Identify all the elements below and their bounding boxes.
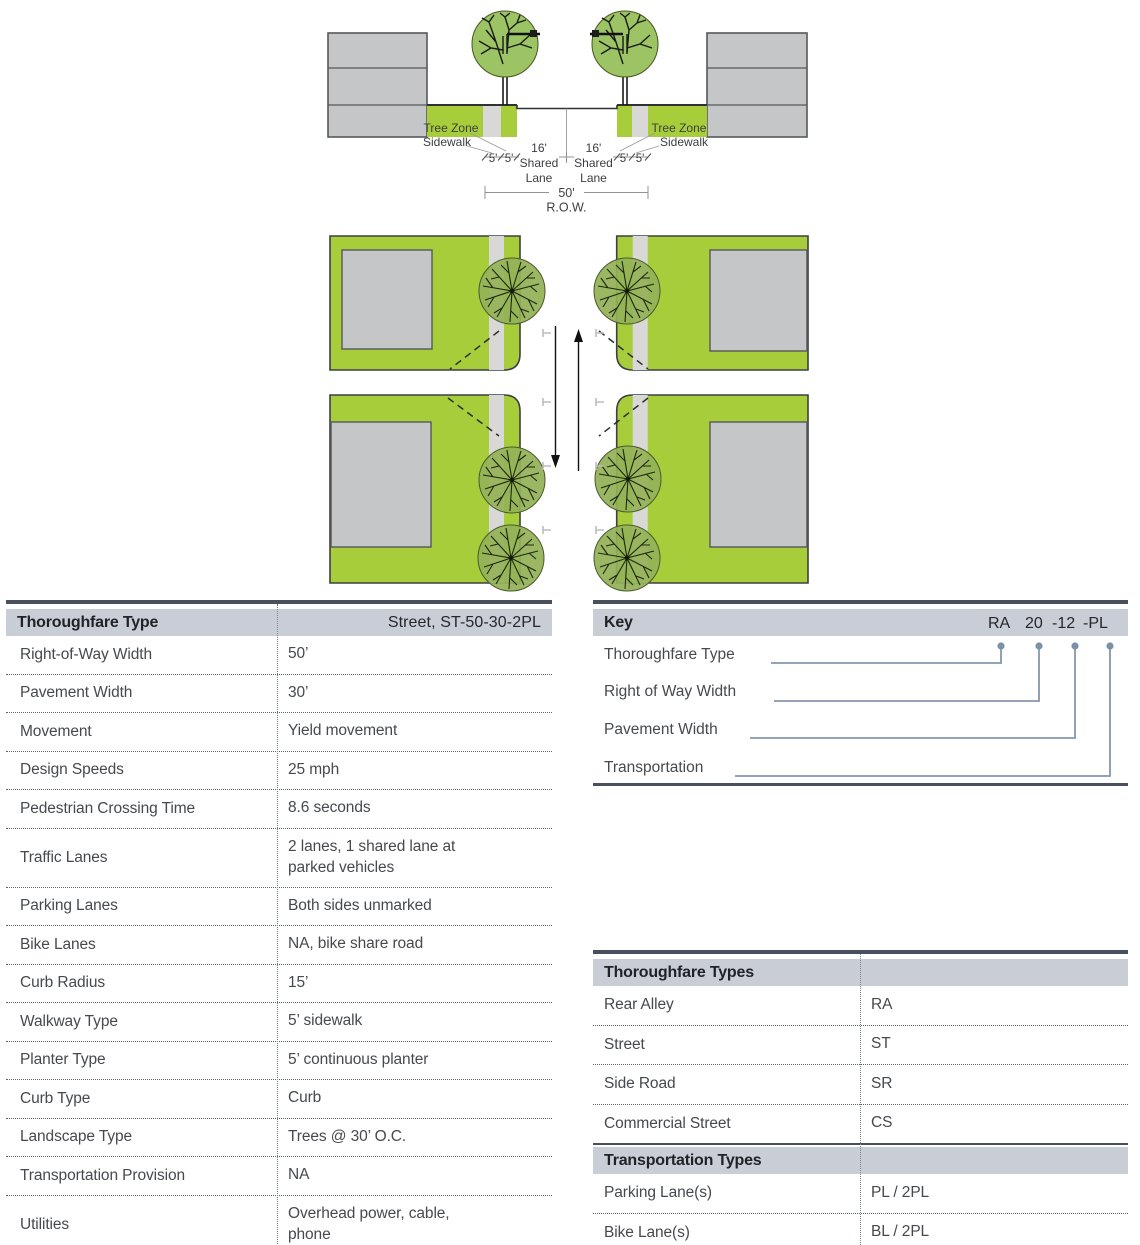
svg-text:Lane: Lane xyxy=(580,171,607,185)
traffic-arrow-northbound xyxy=(574,329,583,471)
sidewalk-label-right: Sidewalk xyxy=(659,135,709,149)
building-footprint xyxy=(710,250,807,351)
key-table-header xyxy=(593,609,1128,636)
plan-tree xyxy=(479,447,545,513)
sidewalk-label-left: Sidewalk xyxy=(422,135,472,149)
table-row: Right-of-Way Width 50’ xyxy=(20,645,309,663)
tree-zone-label-right: Tree Zone xyxy=(651,121,707,135)
table-top-rule xyxy=(6,600,552,604)
curb-ticks xyxy=(543,329,604,534)
table-row: Walkway Type 5’ sidewalk xyxy=(6,1002,552,1041)
street-tree-elevation-left xyxy=(472,11,540,105)
svg-text:16': 16' xyxy=(531,141,547,155)
table-row: Side Road SR xyxy=(593,1064,1128,1104)
building-footprint xyxy=(710,422,807,547)
key-table xyxy=(593,600,1128,786)
key-rows xyxy=(593,636,1128,786)
plan-block-bottom-left xyxy=(330,395,545,591)
key-header-label: Key xyxy=(604,613,633,631)
utility-transformer xyxy=(592,30,599,37)
dim-5ft: 5' xyxy=(488,153,498,165)
dim-5ft: 5' xyxy=(619,153,629,165)
table-top-rule xyxy=(593,600,1128,604)
plan-tree xyxy=(595,446,661,512)
table-row: Parking Lane(s) PL / 2PL xyxy=(604,1183,930,1202)
key-row: Right of Way Width xyxy=(604,683,737,701)
row-abbrev-label: R.O.W. xyxy=(546,200,587,215)
building-elevation-right xyxy=(707,33,807,137)
plan-block-bottom-right xyxy=(594,395,808,591)
spec-header-value: Street, ST-50-30-2PL xyxy=(387,613,541,631)
street-diagrams xyxy=(0,0,1140,600)
key-code-thoroughfare: RA xyxy=(988,615,1011,632)
spec-table-body xyxy=(6,636,552,1245)
table-row: Traffic Lanes 2 lanes, 1 shared lane at parked vehicles xyxy=(6,828,552,887)
plan-tree xyxy=(478,525,544,591)
column-divider xyxy=(277,604,278,1245)
traffic-arrow-southbound xyxy=(551,326,560,468)
spec-header-label: Thoroughfare Type xyxy=(17,613,159,631)
key-code-row-width: 20 xyxy=(1025,615,1043,632)
table-row: Utilities Overhead power, cable, phone xyxy=(6,1195,552,1245)
dim-5ft: 5' xyxy=(635,153,645,165)
table-row: Bike Lane(s) BL / 2PL xyxy=(593,1213,1128,1245)
key-code-pavement-width: -12 xyxy=(1052,615,1076,632)
column-divider xyxy=(860,954,861,1245)
dim-5ft: 5' xyxy=(504,153,514,165)
table-row: Movement Yield movement xyxy=(6,712,552,751)
svg-text:16': 16' xyxy=(585,141,602,155)
spec-table-header xyxy=(6,609,552,636)
zone-labels xyxy=(423,121,709,153)
table-row: Planter Type 5’ continuous planter xyxy=(6,1041,552,1080)
row-dimension xyxy=(485,186,648,215)
plan-block-top-left xyxy=(330,236,545,370)
utility-transformer xyxy=(530,30,537,37)
building-footprint xyxy=(331,422,431,547)
table-row: Pavement Width 30’ xyxy=(6,674,552,713)
key-code-transportation: -PL xyxy=(1083,615,1108,632)
tree-zone-label-left: Tree Zone xyxy=(423,121,479,135)
key-row: Transportation xyxy=(604,758,704,776)
transportation-types-header: Transportation Types xyxy=(593,1147,1128,1174)
table-row: Bike Lanes NA, bike share road xyxy=(6,925,552,964)
building-footprint xyxy=(342,250,432,349)
table-row: Pedestrian Crossing Time 8.6 seconds xyxy=(6,789,552,828)
plan-tree xyxy=(479,258,545,324)
table-row: Street ST xyxy=(593,1025,1128,1065)
table-row: Parking Lanes Both sides unmarked xyxy=(6,887,552,926)
svg-text:Shared: Shared xyxy=(574,156,613,170)
table-row: Design Speeds 25 mph xyxy=(6,751,552,790)
table-row: Curb Radius 15’ xyxy=(6,964,552,1003)
table-row: Curb Type Curb xyxy=(6,1079,552,1118)
shared-lane-label-left xyxy=(520,141,559,185)
table-row: Rear Alley RA xyxy=(604,995,893,1014)
street-tree-elevation-right xyxy=(590,11,658,105)
spec-table xyxy=(6,600,552,1245)
types-table xyxy=(593,950,1128,1245)
cross-section-diagram xyxy=(328,11,807,215)
table-row: Landscape Type Trees @ 30’ O.C. xyxy=(6,1118,552,1157)
plan-block-top-right xyxy=(594,236,808,370)
svg-text:Shared: Shared xyxy=(519,156,559,170)
key-row: Thoroughfare Type xyxy=(604,645,735,663)
plan-tree xyxy=(594,525,660,591)
table-row: Commercial Street CS xyxy=(593,1104,1128,1144)
svg-text:Lane: Lane xyxy=(525,171,553,185)
plan-tree xyxy=(594,258,660,324)
shared-lane-label-right xyxy=(574,141,613,185)
key-row: Pavement Width xyxy=(604,720,718,738)
plan-view-diagram xyxy=(330,236,808,591)
thoroughfare-types-header: Thoroughfare Types xyxy=(593,959,1128,986)
building-elevation-left xyxy=(328,33,427,137)
table-row: Transportation Provision NA xyxy=(6,1156,552,1195)
row-width-label: 50' xyxy=(558,186,575,200)
